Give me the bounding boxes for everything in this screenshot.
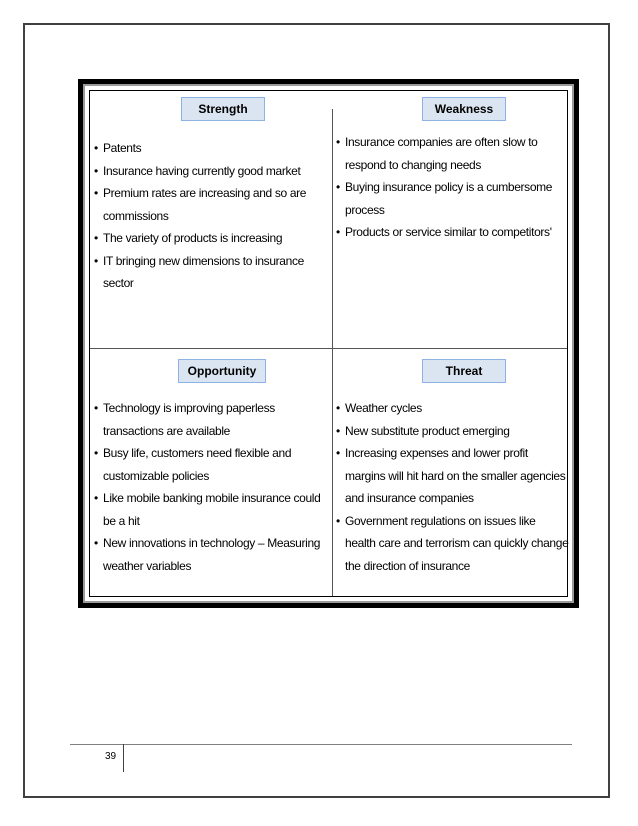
swot-inner-border xyxy=(83,84,574,603)
swot-grid xyxy=(89,90,568,597)
threat-quadrant xyxy=(333,349,571,599)
weakness-title: Weakness xyxy=(422,97,506,121)
list-item: • Premium rates are increasing and so are commissions xyxy=(94,182,330,227)
list-item: • Busy life, customers need flexible and customizable policies xyxy=(94,442,330,487)
threat-list xyxy=(336,397,569,577)
list-item: • Insurance companies are often slow to respond to changing needs xyxy=(336,131,569,176)
swot-table xyxy=(78,79,579,608)
strength-list xyxy=(94,137,330,295)
opportunity-quadrant xyxy=(90,349,332,599)
list-item: • The variety of products is increasing xyxy=(94,227,330,250)
footer-divider xyxy=(123,744,124,772)
weakness-list xyxy=(336,131,569,244)
list-item: • IT bringing new dimensions to insurance sector xyxy=(94,250,330,295)
list-item: • Government regulations on issues like health care and terrorism can quickly change the direction of insurance xyxy=(336,510,569,578)
strength-quadrant xyxy=(90,91,332,348)
list-item: • New substitute product emerging xyxy=(336,420,569,443)
threat-title: Threat xyxy=(422,359,506,383)
page-number: 39 xyxy=(105,751,117,762)
list-item: • Insurance having currently good market xyxy=(94,160,330,183)
footer-rule xyxy=(70,744,572,745)
list-item: • Weather cycles xyxy=(336,397,569,420)
strength-title: Strength xyxy=(181,97,265,121)
list-item: • Products or service similar to competitors' xyxy=(336,221,569,244)
opportunity-title: Opportunity xyxy=(178,359,266,383)
list-item: • Buying insurance policy is a cumbersome process xyxy=(336,176,569,221)
list-item: • New innovations in technology – Measuring weather variables xyxy=(94,532,330,577)
list-item: • Patents xyxy=(94,137,330,160)
list-item: • Like mobile banking mobile insurance could be a hit xyxy=(94,487,330,532)
weakness-quadrant xyxy=(333,91,571,348)
opportunity-list xyxy=(94,397,330,577)
list-item: • Increasing expenses and lower profit margins will hit hard on the smaller agencies and insurance companies xyxy=(336,442,569,510)
list-item: • Technology is improving paperless transactions are available xyxy=(94,397,330,442)
